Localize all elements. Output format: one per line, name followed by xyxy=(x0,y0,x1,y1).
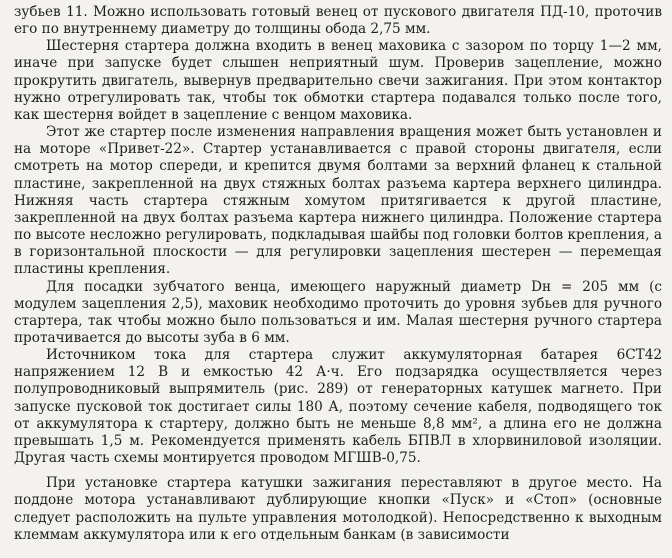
paragraph-2: Шестерня стартера должна входить в венец маховика с зазором по торцу 1—2 мм, иначе при запуске будет слышен неприятный шум. Проверив зацепление, можно прокрутить двигатель, вывернув предварительно свечи зажигания. При этом контактор нужно отрегулировать так, чтобы ток обмотки стартера подавался только после того, как шестерня войдет в зацепление с венцом маховика. xyxy=(14,38,662,123)
paragraph-4: Для посадки зубчатого венца, имеющего наружный диаметр Dн = 205 мм (с модулем зацепления 2,5), маховик необходимо проточить до уровня зубьев для ручного стартера, так чтобы можно было пользоваться и им. Малая шестерня ручного стартера протачивается до высоты зуба в 6 мм. xyxy=(14,278,662,346)
paragraph-5: Источником тока для стартера служит аккумуляторная батарея 6СТ42 напряжением 12 В и емкостью 42 А·ч. Его подзарядка осуществляется через полупроводниковый выпрямитель (рис. 289) от генераторных катушек магнето. При запуске пусковой ток достигает силы 180 А, поэтому сечение кабеля, подводящего ток от аккумулятора к стартеру, должно быть не меньше 8,8 мм², а длина его не должна превышать 1,5 м. Рекомендуется применять кабель БПВЛ в хлорвиниловой изоляции. Другая часть схемы монтируется проводом МГШВ-0,75. xyxy=(14,347,662,467)
paragraph-1: зубьев 11. Можно использовать готовый венец от пускового двигателя ПД-10, проточив его по внутреннему диаметру до толщины обода 2,75 мм. xyxy=(14,4,662,38)
paragraph-6: При установке стартера катушки зажигания переставляют в другое место. На поддоне мотора устанавливают дублирующие кнопки «Пуск» и «Стоп» (основные следует расположить на пульте управления мотолодкой). Непосредственно к выходным клеммам аккумулятора или к его отдельным банкам (в зависимости xyxy=(14,475,662,543)
paragraph-3: Этот же стартер после изменения направления вращения может быть установлен и на моторе «Привет-22». Стартер устанавливается с правой стороны двигателя, если смотреть на мотор спереди, и крепится двумя болтами за верхний фланец к стальной пластине, закрепленной на двух стяжных болтах разъема картера верхнего цилиндра. Нижняя часть стартера стяжным хомутом притягивается к другой пластине, закрепленной на двух болтах разъема картера нижнего цилиндра. Положение стартера по высоте несложно регулировать, подкладывая шайбы под головки болтов крепления, а в горизонтальной плоскости — для регулировки зацепления шестерен — перемещая пластины крепления. xyxy=(14,124,662,278)
